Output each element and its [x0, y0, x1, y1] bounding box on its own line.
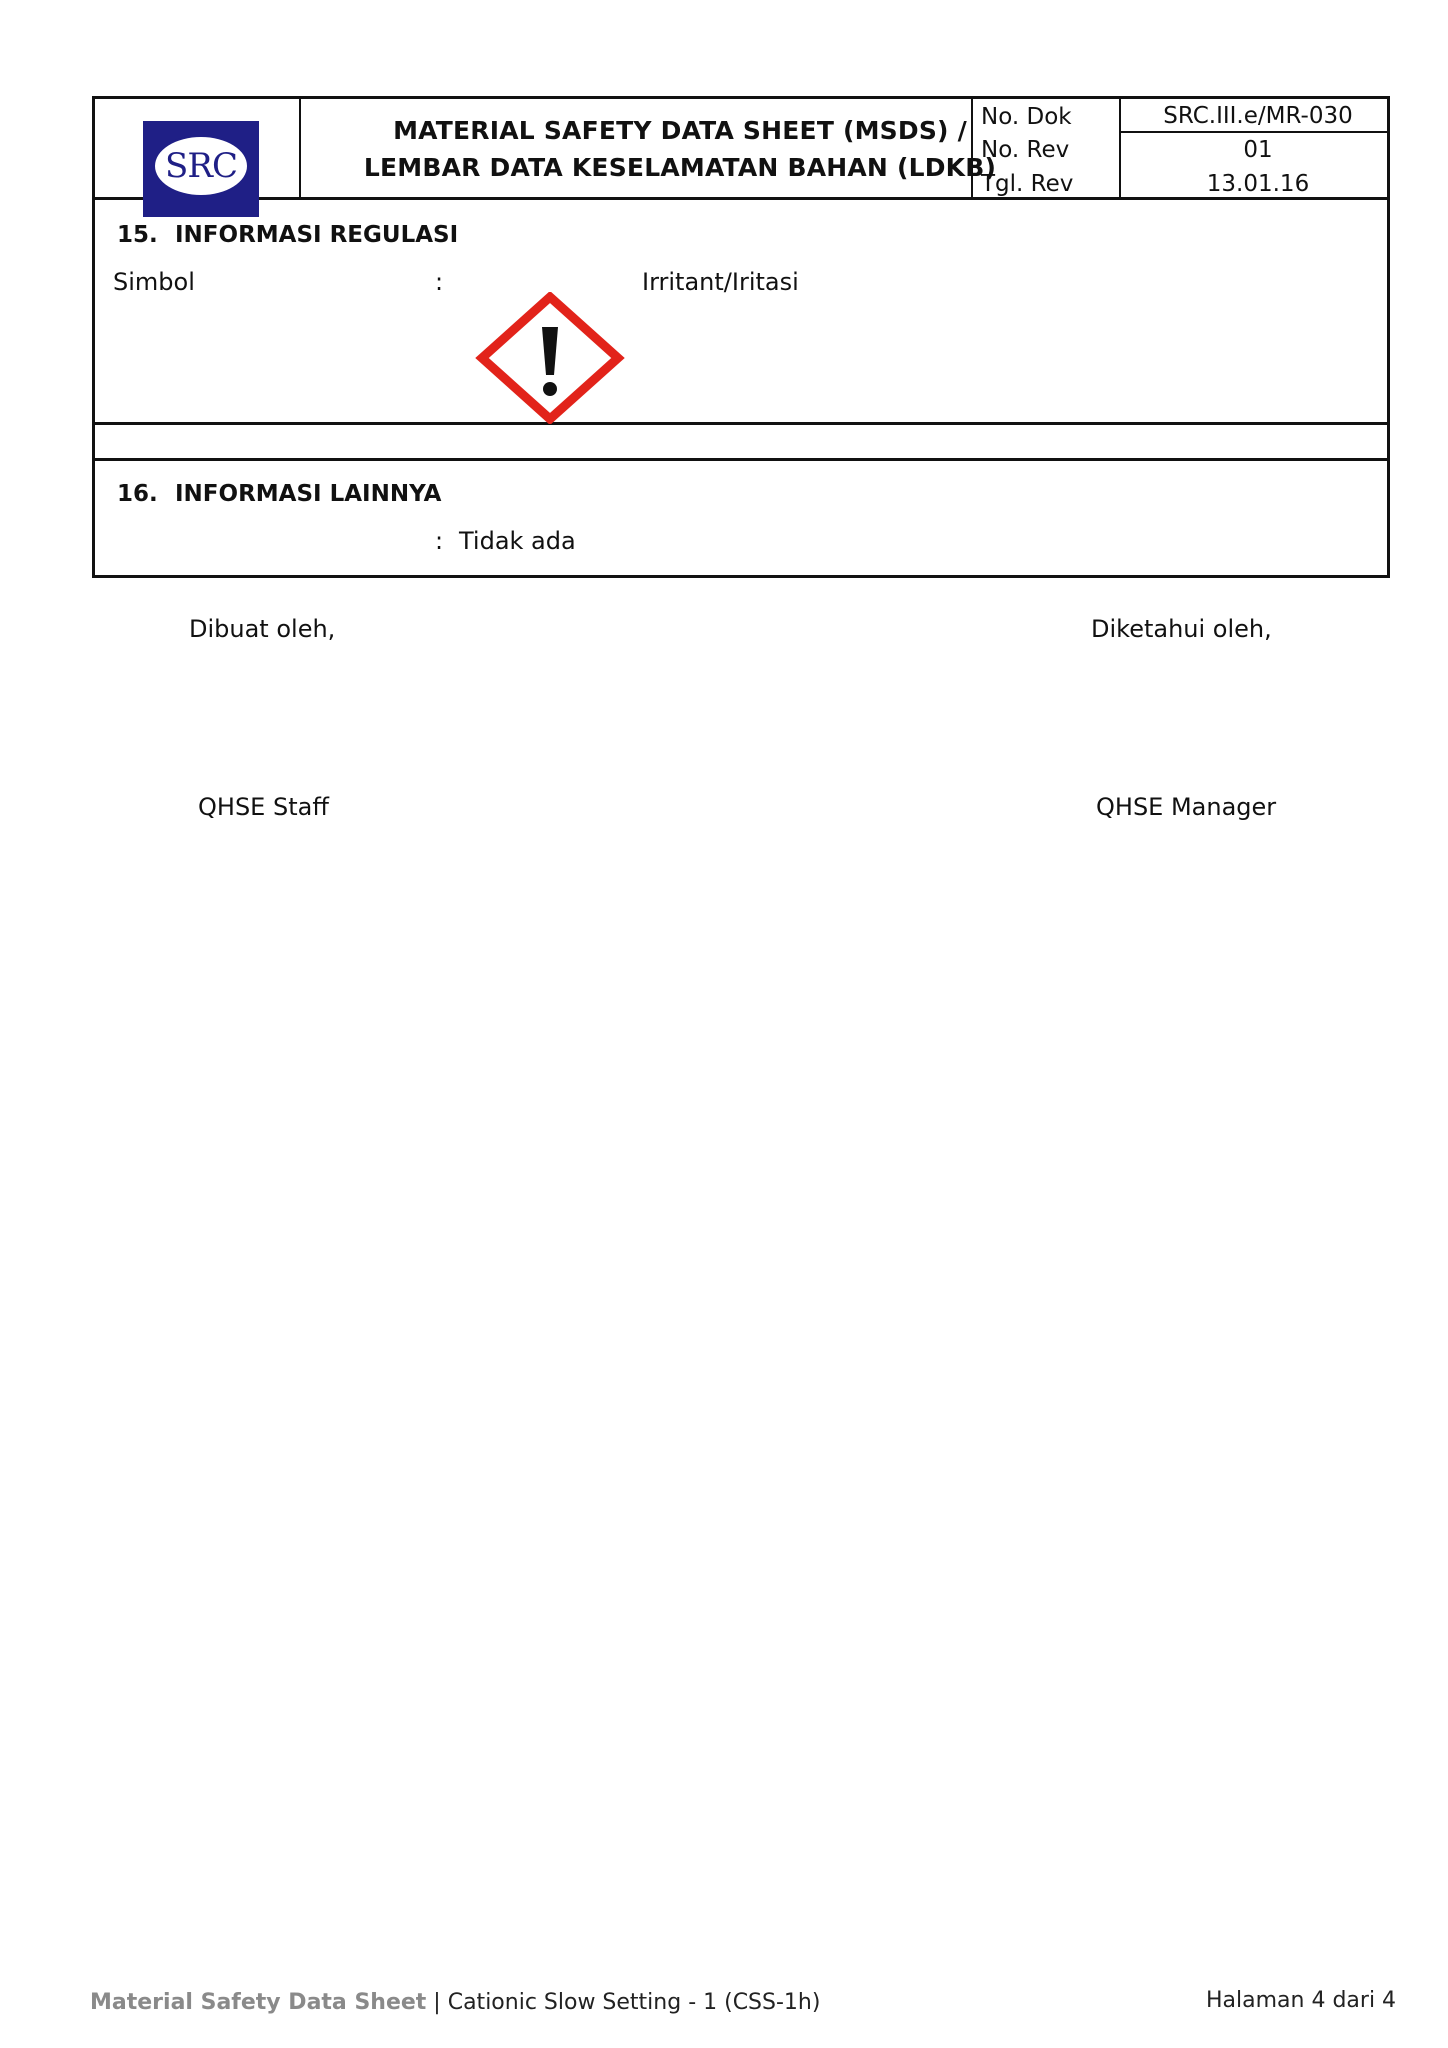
section-spacer-row [92, 425, 1390, 461]
symbol-value: Irritant/Iritasi [642, 268, 799, 296]
symbol-colon: : [435, 268, 444, 296]
section-regulation [92, 200, 1390, 425]
doc-number-value: SRC.III.e/MR-030 [1163, 103, 1353, 129]
footer-doc-type: Material Safety Data Sheet [90, 1990, 427, 2015]
known-by-label: Diketahui oleh, [1091, 615, 1272, 643]
section-16-title: INFORMASI LAINNYA [175, 481, 442, 507]
header-divider [1119, 131, 1387, 133]
footer-separator: | [426, 1990, 448, 2015]
logo-text: SRC [153, 135, 249, 197]
exclamation-mark-diamond-icon [475, 292, 625, 424]
header-divider [971, 99, 973, 197]
revision-number-value: 01 [1243, 137, 1273, 163]
revision-date-label: Tgl. Rev [981, 171, 1074, 197]
section-15-number: 15. [117, 222, 158, 248]
section-15-title: INFORMASI REGULASI [175, 222, 459, 248]
revision-date-value: 13.01.16 [1206, 171, 1310, 197]
header-divider [1119, 99, 1121, 197]
made-by-role: QHSE Staff [198, 793, 329, 821]
section-16-number: 16. [117, 481, 158, 507]
other-info-colon: : [435, 527, 444, 555]
made-by-label: Dibuat oleh, [189, 615, 336, 643]
footer-product: Cationic Slow Setting - 1 (CSS-1h) [447, 1990, 821, 2015]
other-info-value: Tidak ada [459, 527, 576, 555]
page-number: Halaman 4 dari 4 [1206, 1988, 1397, 2013]
revision-number-label: No. Rev [981, 137, 1070, 163]
page-footer [90, 1990, 820, 2015]
document-title-line2: LEMBAR DATA KESELAMATAN BAHAN (LDKB) [363, 153, 997, 182]
section-other-info [92, 461, 1390, 578]
symbol-label: Simbol [113, 268, 195, 296]
header-divider [299, 99, 301, 197]
doc-number-label: No. Dok [981, 104, 1072, 130]
document-header [92, 96, 1390, 200]
known-by-role: QHSE Manager [1096, 793, 1277, 821]
document-title-line1: MATERIAL SAFETY DATA SHEET (MSDS) / [393, 116, 967, 145]
